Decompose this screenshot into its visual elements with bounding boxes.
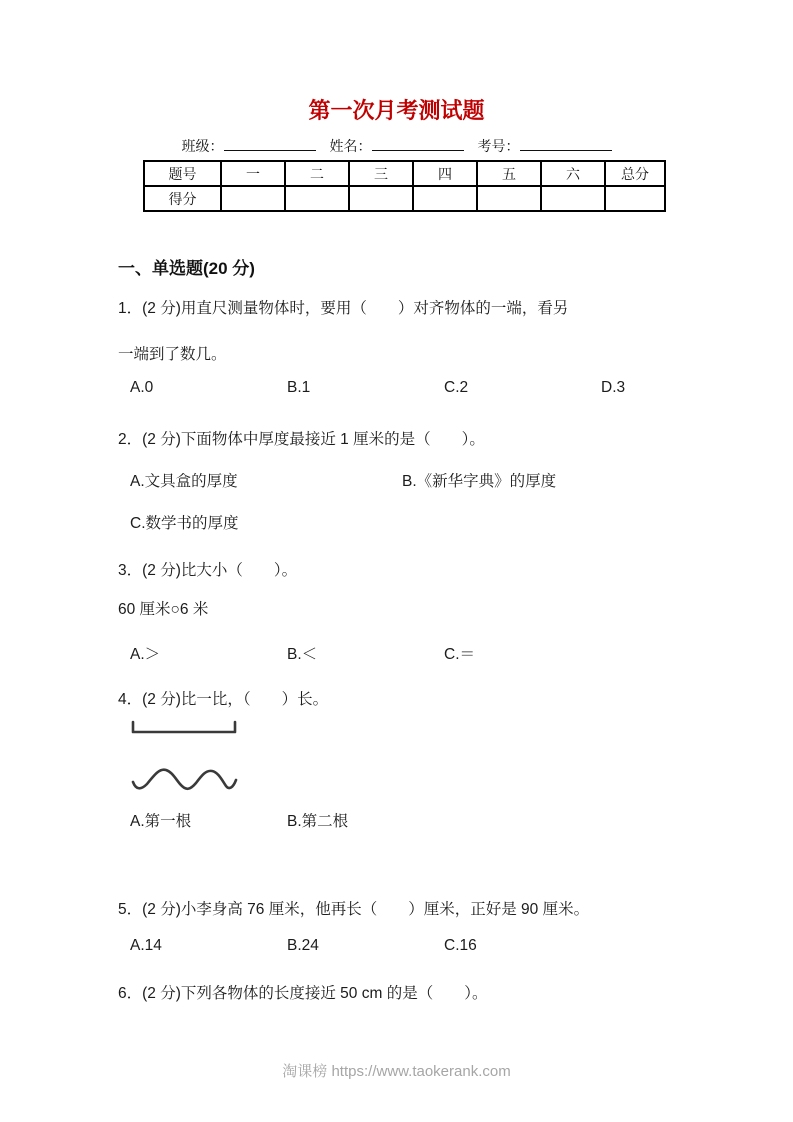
option-c: C.＝ (444, 646, 476, 663)
score-table (143, 160, 666, 212)
name-label: 姓名： (329, 140, 372, 155)
option-b: B.1 (287, 379, 311, 396)
question-2-text: 2．(2 分)下面物体中厚度最接近 1 厘米的是（ ）。 (118, 431, 485, 448)
score-cell-empty (221, 186, 285, 211)
score-cell-empty (349, 186, 413, 211)
name-blank-field (372, 136, 464, 151)
score-table-score-row (144, 186, 665, 211)
option-a: A.第一根 (130, 813, 192, 830)
section-heading: 一、单选题(20 分) (118, 259, 255, 278)
question-1-options (130, 379, 625, 397)
score-cell-empty (605, 186, 665, 211)
question-2-options-row1 (130, 469, 556, 491)
score-table-header-cell: 二 (285, 161, 349, 186)
question-4-options (130, 809, 348, 831)
question-1-text-line2: 一端到了数几。 (118, 346, 227, 363)
score-cell-empty (541, 186, 605, 211)
question-3-comparison-expression: 60 厘米○6 米 (118, 601, 209, 618)
option-b: B.《新华字典》的厚度 (402, 473, 557, 490)
score-table-header-cell: 题号 (144, 161, 221, 186)
exam-no-blank-field (520, 136, 612, 151)
score-cell-empty (477, 186, 541, 211)
page-title: 第一次月考测试题 (308, 98, 485, 123)
student-info-line (0, 136, 793, 156)
score-cell-empty (413, 186, 477, 211)
score-cell-empty (285, 186, 349, 211)
score-table-header-cell: 五 (477, 161, 541, 186)
option-a: A.＞ (130, 646, 161, 663)
option-b: B.＜ (287, 646, 318, 663)
question-1-text-line1: 1．(2 分)用直尺测量物体时，要用（ ）对齐物体的一端，看另 (118, 300, 569, 317)
score-table-header-row (144, 161, 665, 186)
straight-and-wavy-line-drawing (128, 716, 240, 800)
question-3-text: 3．(2 分)比大小（ ）。 (118, 562, 298, 579)
option-c: C.16 (444, 937, 477, 954)
question-2-options-row2 (130, 511, 239, 533)
option-c: C.2 (444, 379, 469, 396)
option-b: B.第二根 (287, 813, 349, 830)
score-table-header-cell: 总分 (605, 161, 665, 186)
question-4-text: 4．(2 分)比一比，（ ）长。 (118, 691, 329, 708)
score-table-header-cell: 三 (349, 161, 413, 186)
exam-no-label: 考号： (477, 140, 520, 155)
class-label: 班级： (181, 140, 224, 155)
score-row-label: 得分 (144, 186, 221, 211)
option-a: A.0 (130, 379, 154, 396)
class-blank-field (224, 136, 316, 151)
option-a: A.文具盒的厚度 (130, 473, 238, 490)
footer-site-credit: 淘课榜 https://www.taokerank.com (282, 1063, 511, 1080)
option-b: B.24 (287, 937, 319, 954)
option-a: A.14 (130, 937, 162, 954)
question-5-text: 5．(2 分)小李身高 76 厘米，他再长（ ）厘米，正好是 90 厘米。 (118, 901, 590, 918)
score-table-header-cell: 一 (221, 161, 285, 186)
question-5-options (130, 937, 477, 955)
option-d: D.3 (601, 379, 626, 396)
question-3-options (130, 642, 475, 664)
option-c: C.数学书的厚度 (130, 515, 239, 532)
score-table-header-cell: 六 (541, 161, 605, 186)
question-4-line-comparison-figure (128, 716, 240, 800)
score-table-header-cell: 四 (413, 161, 477, 186)
question-6-text: 6．(2 分)下列各物体的长度接近 50 cm 的是（ ）。 (118, 985, 488, 1002)
